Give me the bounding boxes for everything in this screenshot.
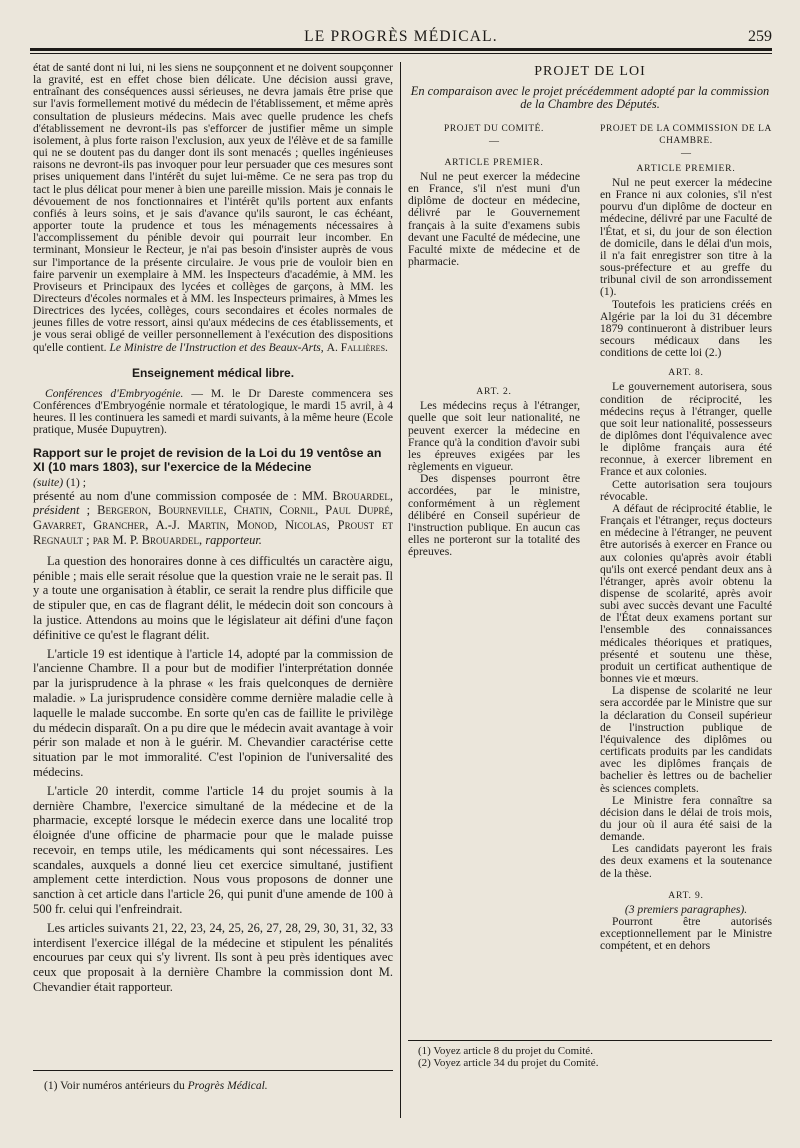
section-title-enseignement: Enseignement médical libre. <box>131 365 295 380</box>
commission-members: ; Bergeron, Bourneville, Chatin, Cornil, Paul Dupré, Gavarret, Grancher, A.-J. Martin, Monod, Nicolas, Proust et Regnault ; par M. P. Brouardel, <box>33 503 393 547</box>
footnote-rule-left <box>33 1070 393 1071</box>
comite-article-1-heading: ARTICLE PREMIER. <box>444 157 544 168</box>
comparison-columns <box>408 123 772 952</box>
left-column <box>33 62 393 995</box>
commission-article-1-heading: ARTICLE PREMIER. <box>636 163 736 174</box>
commission-article-9-text: Pourront être autorisés exceptionnellement par le Ministre compétent, et en dehors <box>600 914 772 953</box>
commission-article-8-para-6: Les candidats payeront les frais des deux examens et la soutenance de la thèse. <box>600 842 772 880</box>
page-header <box>30 26 772 48</box>
header-rule-thick <box>30 48 772 51</box>
comite-article-1-text: Nul ne peut exercer la médecine en France, s'il n'est muni d'un diplôme de docteur en médecine, délivré par le Gouvernement français à la suite d'examens subis devant une Faculté de médecine, une Faculté mixte de médecine et de pharmacie. <box>408 170 580 269</box>
column-divider <box>400 62 401 1118</box>
comite-article-2-para-2: Des dispenses pourront être accordées, par le ministre, conformément à un règlement délibéré en Conseil supérieur de l'instruction publique. En aucun cas elles ne porteront sur la totalité des épreuves. <box>408 472 580 559</box>
footnote-left-journal: Progrès Médical. <box>187 1080 268 1092</box>
commission-president: Brouardel, <box>332 488 393 503</box>
commission-article-8-para-4: La dispense de scolarité ne leur sera accordée par le Ministre que sur la déclaration du Conseil supérieur de l'instruction publique de l'équivalence des diplômes ou certificats produits par les candidats avec les diplômes français de bachelier ès lettres ou de bachelier ès sciences complets. <box>600 684 772 795</box>
rapport-title: Rapport sur le projet de revision de la Loi du 19 ventôse an XI (10 mars 1803), sur l'exercice de la Médecine <box>33 446 382 474</box>
commission-article-8-para-5: Le Ministre fera connaître sa décision dans le délai de trois mois, du jour où il aura été saisi de la demande. <box>600 793 772 844</box>
comite-article-2-para-1: Les médecins reçus à l'étranger, quelle que soit leur nationalité, ne peuvent exercer la médecine en France qu'à la condition d'avoir subi les épreuves exigées par les règlements en vigueur. <box>408 399 580 474</box>
footnotes-right <box>418 1045 598 1069</box>
circular-conclusion-paragraph <box>33 62 393 354</box>
conferences-paragraph <box>33 388 393 437</box>
commission-article-1-para-2: Toutefois les praticiens créés en Algérie par la loi du 31 décembre 1879 continueront à distribuer leurs secours médicaux dans les conditions de cette loi (2.) <box>600 297 772 360</box>
commission-article-8-para-1: Le gouvernement autorisera, sous condition de réciprocité, les médecins reçus à l'étranger, quelle que soit leur nationalité, possesseurs de diplômes dont l'équivalence avec le diplôme français aura été reconnue, à exercer librement en France et aux colonies. <box>600 380 772 479</box>
commission-president-role: président <box>33 503 80 518</box>
comite-article-2-heading: ART. 2. <box>476 386 512 398</box>
paragraph-article-20: L'article 20 interdit, comme l'article 14 du projet soumis à la dernière Chambre, l'exercice simultané de la médecine et de la pharmacie, excepté lorsque le médecin exerce dans une localité trop éloignée d'une officine de pharmacie pour que le malade puisse recevoir, en temps utile, les médicaments qui sont nécessaires. Les scandales, auxquels a donné lieu cet exercice simultané, justifient amplement cette interdiction. Nous vous proposons de donner une sanction à cet article dans l'article 26, qui punit d'une amende de 100 à 500 fr. celui qui l'enfreindrait. <box>33 783 393 917</box>
footnote-right-2: (2) Voyez article 34 du projet du Comité. <box>418 1057 599 1069</box>
page-number: 259 <box>748 28 772 45</box>
projet-de-loi-subtitle: En comparaison avec le projet précédemment adopté par la commission de la Chambre des Députés. <box>410 84 770 111</box>
footnote-rule-right <box>408 1040 772 1041</box>
comite-dash: — <box>489 136 499 147</box>
commission-article-8-para-3: A défaut de réciprocité établie, le Français et l'étranger, reçus docteurs en médecine à l'étranger, ne peuvent être autorisés à exercer en France ou aux colonies qu'après avoir établi qu'ils ont exercé pendant deux ans à l'étranger, après avoir obtenu la dispense de scolarité, après avoir subi avec succès devant une Faculté de l'État deux examens portant sur l'ensemble des connaissances médicales théoriques et pratiques, présenté et soutenu une thèse, produit un certificat authentique de bonnes vie et mœurs. <box>600 501 772 686</box>
projet-de-loi-title: PROJET DE LOI <box>534 64 646 79</box>
right-column <box>408 62 772 952</box>
commission-article-1-para-1: Nul ne peut exercer la médecine en France ni aux colonies, s'il n'est pourvu d'un diplôme de docteur en médecine, délivré par une Faculté de l'État, et si, du jour de son élection de domicile, dans le délai d'un mois, il n'a fait enregistrer son titre à la sous-préfecture et au greffe du tribunal civil de son arrondissement (1). <box>600 176 772 299</box>
comite-column <box>408 123 580 952</box>
commission-prefix: présenté au nom d'une commission composée de : MM. <box>33 488 333 503</box>
commission-role: rapporteur. <box>205 532 262 547</box>
commission-paragraph <box>33 489 393 548</box>
rapport-footnote-ref: (1) ; <box>63 474 87 489</box>
rapport-suite-line <box>33 475 393 489</box>
commission-article-8-heading: ART. 8. <box>668 367 704 379</box>
paragraph-article-19: L'article 19 est identique à l'article 14, adopté par la commission de l'ancienne Chambre. Il a pour but de modifier l'interprétation donnée par la jurisprudence à la phrase « les frais quelconques de dernière maladie. » La jurisprudence considère comme dernière maladie celle à laquelle le malade succombe. En sorte qu'en cas de faillite le privilège du médecin disparaît. On a pu dire que le médecin avait avantage à voir périr son malade et non à le guérir. M. Chevandier caractérise cette situation par le mot immoralité. C'est l'opinion de l'universalité des médecins. <box>33 646 393 779</box>
minister-title: Le Ministre de l'Instruction et des Beaux-Arts, <box>109 340 324 354</box>
footnote-left-text: (1) Voir numéros antérieurs du <box>44 1080 185 1092</box>
commission-article-8-para-2: Cette autorisation sera toujours révocable. <box>600 477 772 503</box>
journal-title: LE PROGRÈS MÉDICAL. <box>304 28 498 45</box>
footnote-right-1: (1) Voyez article 8 du projet du Comité. <box>418 1045 593 1057</box>
commission-article-9-subheading: (3 premiers paragraphes). <box>624 902 748 916</box>
comite-column-heading: PROJET DU COMITÉ. <box>444 124 544 134</box>
conferences-title: Conférences d'Embryogénie. <box>45 386 184 400</box>
paragraph-articles-suivants: Les articles suivants 21, 22, 23, 24, 25, 26, 27, 28, 29, 30, 31, 32, 33 interdisent l'exercice illégal de la médecine et stipulent les pénalités encourues par ceux qui s'y livrent. Ils sont à peu près identiques avec ceux que proposait à la dernière Chambre la commission dont M. Chevandier était rapporteur. <box>33 920 393 995</box>
conferences-text: — M. le Dr Dareste commencera ses Conférences d'Embryogénie normale et tératologique, le mardi 15 avril, à 4 heures. Il les continuera les samedi et mardi suivants, à la même heure (Ecole pratique, Musée Dupuytren). <box>33 386 393 437</box>
footnote-left <box>44 1080 268 1092</box>
commission-dash: — <box>681 148 691 159</box>
circular-conclusion-text: état de santé dont ni lui, ni les siens ne soupçonnent et ne doivent soupçonner la gravité, est en effet chose bien délicate. Une décision aussi grave, entraînant des conséquences aussi sérieuses, ne devra jamais être prise que sur l'avis formellement motivé du médecin de l'établissement, et même après consultation de plusieurs médecins. Mais avec quelle prudence les chefs d'établissement ne devront-ils pas s'efforcer de justifier même un simple isolement, à plus forte raison l'exclusion, aux yeux de l'élève et de sa famille qui ne se doutent pas du danger dont ils sont menacés ; quelles ingénieuses raisons ne devront-ils pas invoquer pour leur persuader que ces mesures sont prises uniquement dans l'intérêt du sujet lui-même. Ce ne sera pas trop du tact le plus délicat pour mener à bien une pareille mission. Mais je connais le dévouement de nos fonctionnaires et l'intérêt qu'ils portent aux enfants confiés à leurs soins, et je sais d'avance qu'ils sauront, le cas échéant, apporter toute la prudence et tous les ménagements nécessaires à l'accomplissement du pénible devoir qui pourrait leur incomber. En terminant, Monsieur le Recteur, je n'ai pas besoin d'insister auprès de vous sur l'importance de la présente circulaire. Je vous prie de vouloir bien en faire parvenir un exemplaire à MM. les Inspecteurs d'académie, à MM. les Proviseurs et Principaux des lycées et collèges de garçons, à MM. les Directeurs d'écoles normales et à MM. les Inspecteurs primaires, à Mmes les Directrices des lycées, collèges, cours secondaires et écoles normales de jeunes filles de votre ressort, ainsi qu'aux médecins de ces établissements, et je vous serai obligé de veiller personnellement à l'exécution des dispositions qu'elle contient. <box>33 61 393 354</box>
commission-column-heading: PROJET DE LA COMMISSION DE LA CHAMBRE. <box>600 124 772 146</box>
commission-column <box>600 123 772 952</box>
rapport-heading <box>33 447 393 474</box>
rapport-suite: (suite) <box>33 474 64 489</box>
header-rule-thin <box>30 53 772 54</box>
paragraph-honoraires: La question des honoraires donne à ces difficultés un caractère aigu, pénible ; mais elle serait résolue que la question vraie ne le serait pas. Il y a toute une organisation à établir, ce serait la rendre plus difficile que de stipuler que, en cas de flagrant délit, le médecin doit son concours à la justice. Attendons au moins que le législateur ait défini d'une façon définitive ce qu'est le flagrant délit. <box>33 553 393 642</box>
minister-signature: A. Fallières. <box>326 340 388 354</box>
commission-article-9-heading: ART. 9. <box>668 889 704 901</box>
